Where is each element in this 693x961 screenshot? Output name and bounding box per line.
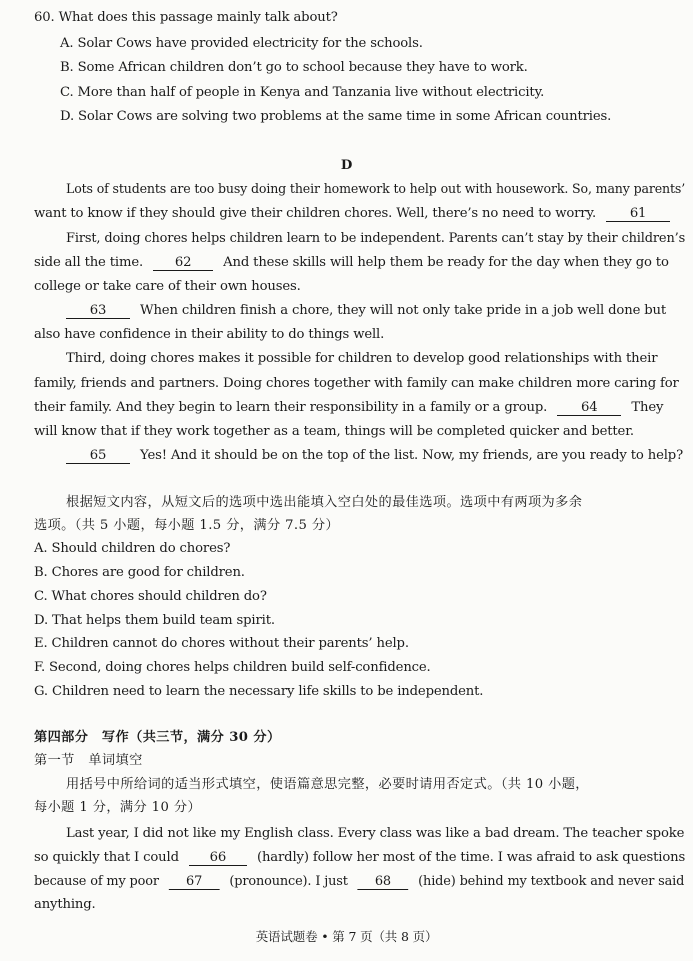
passage-text: family, friends and partners. Doing chores together with family can make children more caring for [34, 376, 679, 391]
choice-f: F. Second, doing chores helps children build self-confidence. [34, 660, 431, 675]
passage-text: Third, doing chores makes it possible for children to develop good relationships with their [66, 351, 658, 366]
passage-text-segment: want to know if they should give their children chores. Well, there’s no need to worry. [34, 206, 597, 221]
passage-text [34, 399, 663, 417]
instructions-text: 选项。（共 5 小题，每小题 1.5 分，满分 7.5 分） [34, 518, 340, 533]
passage-text-segment: (pronounce). I just [229, 874, 348, 889]
passage-text: college or take care of their own houses. [34, 279, 301, 294]
passage-text [34, 873, 684, 891]
passage-text: also have confidence in their ability to do things well. [34, 327, 385, 342]
passage-text-segment: side all the time. [34, 255, 144, 270]
page-footer: 英语试题卷 • 第 7 页（共 8 页） [255, 929, 438, 944]
passage-text [66, 447, 683, 465]
passage-text-segment: When children finish a chore, they will not only take pride in a job well done but [140, 303, 667, 318]
choice-d: D. That helps them build team spirit. [34, 613, 275, 628]
instructions-text: 根据短文内容，从短文后的选项中选出能填入空白处的最佳选项。选项中有两项为多余 [66, 495, 583, 510]
passage-text: Last year, I did not like my English class. Every class was like a bad dream. The teacher spoke [66, 826, 685, 841]
question-60-option-d: D. Solar Cows are solving two problems at the same time in some African countries. [60, 109, 612, 124]
passage-text-segment: (hide) behind my textbook and never said [418, 874, 685, 889]
choice-b: B. Chores are good for children. [34, 565, 245, 580]
choice-c: C. What chores should children do? [34, 589, 267, 604]
question-60-option-a: A. Solar Cows have provided electricity for the schools. [60, 36, 423, 51]
question-60-option-c: C. More than half of people in Kenya and Tanzania live without electricity. [60, 85, 545, 100]
answer-blank-63: 63 [66, 303, 130, 319]
choice-g: G. Children need to learn the necessary life skills to be independent. [34, 684, 484, 699]
passage-text-segment: They [631, 400, 664, 415]
passage-text-segment: Yes! And it should be on the top of the list. Now, my friends, are you ready to help? [140, 448, 684, 463]
passage-text-segment: (hardly) follow her most of the time. I was afraid to ask questions [256, 850, 686, 865]
answer-blank-68: 68 [358, 874, 409, 890]
choice-e: E. Children cannot do chores without their parents’ help. [34, 636, 409, 651]
passage-text-segment: because of my poor [34, 874, 159, 889]
passage-text: Lots of students are too busy doing their homework to help out with housework. So, many parents’ [66, 182, 686, 197]
answer-blank-65: 65 [66, 448, 130, 464]
answer-blank-66: 66 [189, 850, 247, 866]
answer-blank-61: 61 [606, 206, 670, 222]
section-1-title: 第一节 单词填空 [34, 753, 143, 768]
choice-a: A. Should children do chores? [34, 541, 231, 556]
passage-text-segment: their family. And they begin to learn their responsibility in a family or a group. [34, 400, 548, 415]
question-60-stem: 60. What does this passage mainly talk about? [34, 10, 338, 25]
passage-text-segment: so quickly that I could [34, 850, 179, 865]
answer-blank-62: 62 [153, 255, 213, 271]
answer-blank-67: 67 [169, 874, 220, 890]
instructions-text: 用括号中所给词的适当形式填空，使语篇意思完整，必要时请用否定式。（共 10 小题， [66, 777, 589, 792]
passage-d-heading: D [340, 158, 353, 173]
passage-text: anything. [34, 897, 96, 912]
passage-text: will know that if they work together as a team, things will be completed quicker and better. [34, 424, 634, 439]
passage-text [34, 254, 669, 272]
answer-blank-64: 64 [557, 400, 621, 416]
instructions-text: 每小题 1 分，满分 10 分） [34, 800, 202, 815]
passage-text [34, 205, 670, 223]
part-4-title: 第四部分 写作（共三节，满分 30 分） [34, 730, 281, 745]
passage-text [66, 302, 666, 320]
passage-text: First, doing chores helps children learn to be independent. Parents can’t stay by their children’s [66, 231, 686, 246]
question-60-option-b: B. Some African children don’t go to school because they have to work. [60, 60, 528, 75]
passage-text [34, 849, 685, 867]
passage-text-segment: And these skills will help them be ready for the day when they go to [223, 255, 669, 270]
